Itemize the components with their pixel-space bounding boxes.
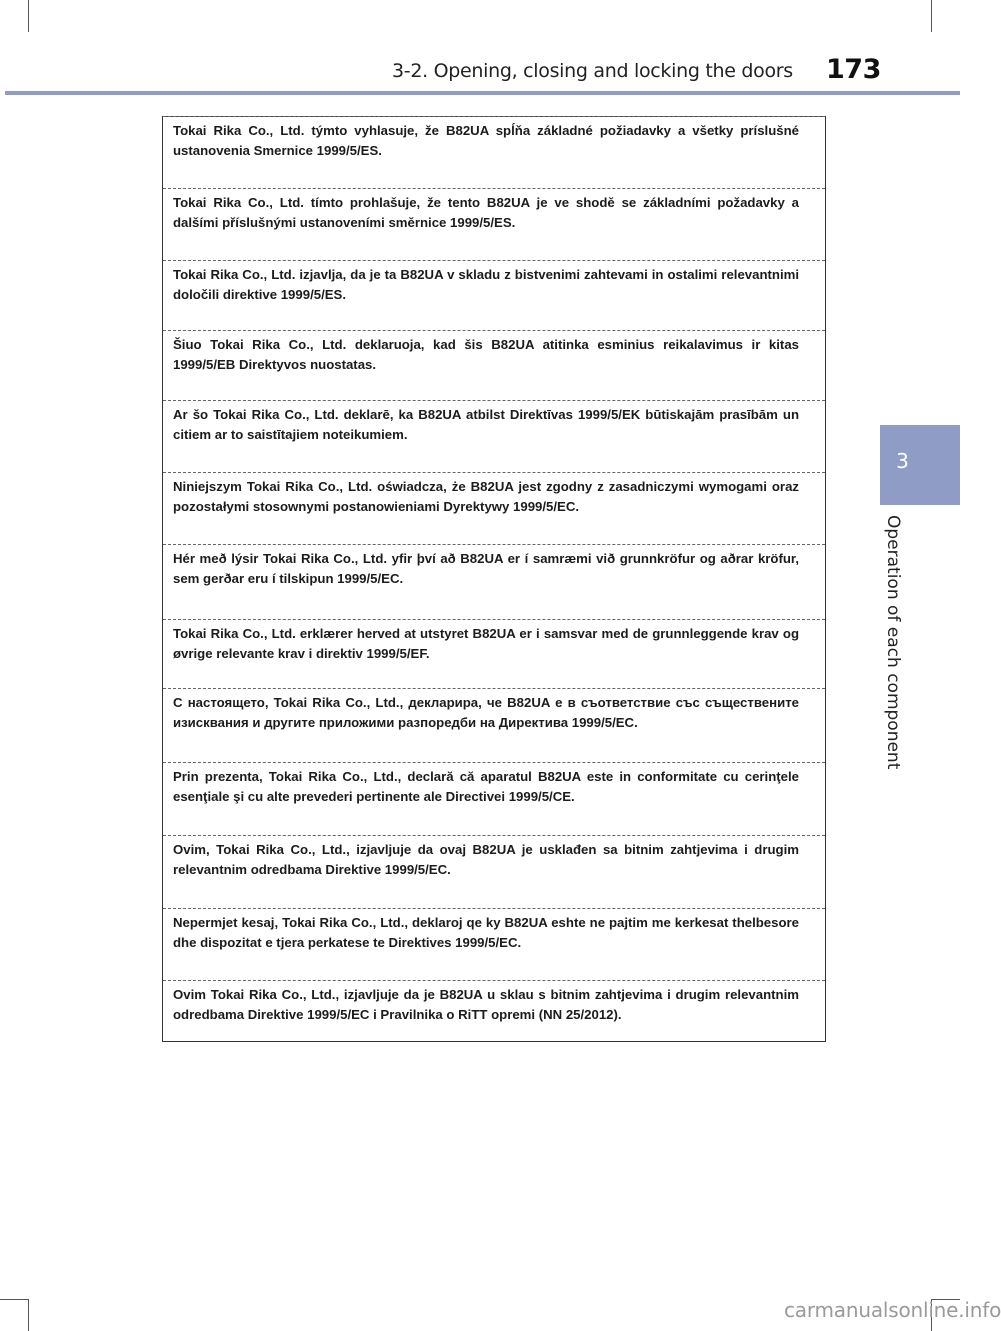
header-rule <box>5 91 960 95</box>
declaration-text: Ovim, Tokai Rika Co., Ltd., izjavljuje da ovaj B82UA je usklađen sa bitnim zahtjevima i drugim relevantnim odredbama Direktive 1999/5/EC. <box>173 842 799 877</box>
declaration-entry-bosnian <box>163 835 825 909</box>
declaration-text: Tokai Rika Co., Ltd. tímto prohlašuje, že tento B82UA je ve shodě se základními požadavky a dalšími příslušnými ustanoveními směrnice 1999/5/ES. <box>173 195 799 230</box>
declaration-text: Šiuo Tokai Rika Co., Ltd. deklaruoja, kad šis B82UA atitinka esminius reikalavimus ir kitas 1999/5/EB Direktyvos nuostatas. <box>173 337 799 372</box>
declaration-entry-lithuanian <box>163 330 825 401</box>
declaration-text: Nepermjet kesaj, Tokai Rika Co., Ltd., deklaroj qe ky B82UA eshte ne pajtim me kerkesat thelbesore dhe dispozitat e tjera perkatese te Direktives 1999/5/EC. <box>173 915 799 950</box>
box-bottom-border <box>163 1041 825 1042</box>
declaration-text: Prin prezenta, Tokai Rika Co., Ltd., declară că aparatul B82UA este in conformitate cu cerinţele esenţiale şi cu alte prevederi pertinente ale Directivei 1999/5/CE. <box>173 769 799 804</box>
page-number: 173 <box>826 54 881 85</box>
declaration-entry-slovak <box>163 116 825 189</box>
declaration-text: Tokai Rika Co., Ltd. týmto vyhlasuje, že B82UA spĺňa základné požiadavky a všetky príslušné ustanovenia Smernice 1999/5/ES. <box>173 123 799 158</box>
declaration-entry-norwegian <box>163 619 825 689</box>
declaration-entry-albanian <box>163 908 825 981</box>
chapter-label-container <box>878 515 928 775</box>
declaration-entry-croatian <box>163 980 825 1043</box>
declaration-text: Ar šo Tokai Rika Co., Ltd. deklarē, ka B82UA atbilst Direktīvas 1999/5/EK būtiskajām prasībām un citiem ar to saistītajiem noteikumiem. <box>173 407 799 442</box>
declaration-text: Ovim Tokai Rika Co., Ltd., izjavljuje da je B82UA u sklau s bitnim zahtjevima i drugim relevantnim odredbama Direktive 1999/5/EC i Pravilnika o RiTT opremi (NN 25/2012). <box>173 987 799 1022</box>
chapter-number: 3 <box>896 449 909 473</box>
chapter-label: Operation of each component <box>883 515 903 770</box>
declaration-text: Hér með lýsir Tokai Rika Co., Ltd. yfir því að B82UA er í samræmi við grunnkröfur og aðrar kröfur, sem gerðar eru í tilskipun 1999/5/EC. <box>173 551 799 586</box>
declaration-entry-bulgarian <box>163 688 825 763</box>
chapter-tab <box>880 425 960 505</box>
declaration-entry-slovenian <box>163 260 825 333</box>
declaration-text: С настоящето, Tokai Rika Co., Ltd., декларира, че B82UA е в съответствие със съществените изисквания и другите приложими разпоредби на Директива 1999/5/ЕС. <box>173 695 799 730</box>
declaration-entry-czech <box>163 188 825 261</box>
declaration-text: Tokai Rika Co., Ltd. erklærer herved at utstyret B82UA er i samsvar med de grunnleggende krav og øvrige relevante krav i direktiv 1999/5/EF. <box>173 626 799 661</box>
declaration-entry-icelandic <box>163 544 825 620</box>
declaration-text: Niniejszym Tokai Rika Co., Ltd. oświadcza, że B82UA jest zgodny z zasadniczymi wymogami oraz pozostałymi stosownymi postanowieniami Dyrektywy 1999/5/EC. <box>173 479 799 514</box>
declaration-entry-polish <box>163 472 825 545</box>
declaration-text: Tokai Rika Co., Ltd. izjavlja, da je ta B82UA v skladu z bistvenimi zahtevami in ostalimi relevantnimi določili direktive 1999/5/ES. <box>173 267 799 302</box>
watermark: carmanualsonline.info <box>784 1298 1001 1322</box>
declaration-box <box>162 116 826 1042</box>
declaration-entry-latvian <box>163 400 825 473</box>
page-header <box>0 0 960 95</box>
crop-mark <box>0 1299 28 1300</box>
declaration-entry-romanian <box>163 762 825 836</box>
section-title: 3-2. Opening, closing and locking the doors <box>392 60 793 82</box>
crop-mark <box>28 1299 29 1331</box>
